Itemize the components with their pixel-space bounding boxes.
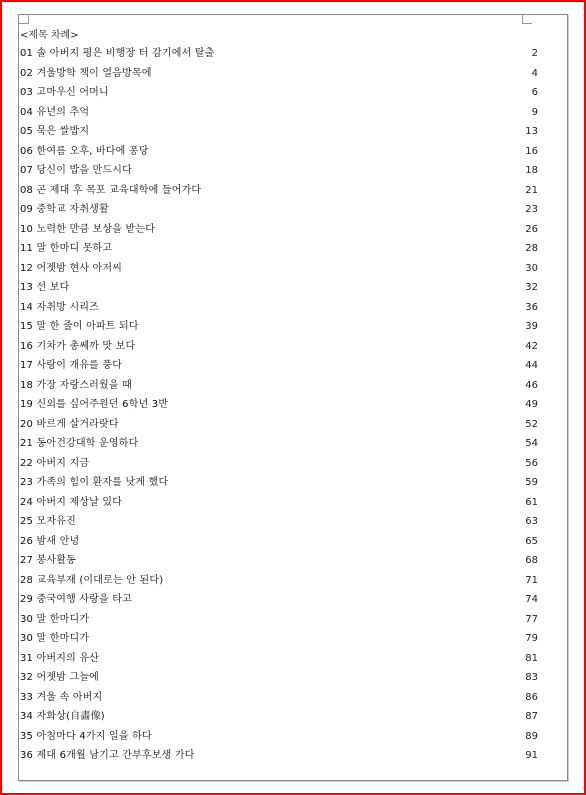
toc-entry-label: 12 어젯밤 현사 아저씨 [20, 262, 123, 274]
toc-entry[interactable] [20, 454, 538, 474]
toc-entry-label: 15 말 한 줄이 아파트 되다 [20, 321, 139, 332]
toc-entry-page-number: 21 [525, 184, 538, 196]
toc-entry[interactable] [20, 356, 538, 376]
crop-mark-top-left [19, 14, 29, 24]
toc-entry-label: 02 겨울방학 책이 얼음방목에 [20, 67, 152, 79]
toc-entry-page-number: 36 [525, 301, 538, 313]
toc-entry-page-number: 44 [525, 360, 538, 371]
toc-entry[interactable] [20, 200, 538, 220]
toc-entry[interactable] [20, 571, 538, 591]
toc-entry-page-number: 68 [525, 555, 538, 566]
toc-entry-label: 30 말 한마디가 [20, 633, 90, 644]
toc-entry[interactable] [20, 610, 538, 630]
toc-entry[interactable] [20, 181, 538, 201]
toc-entry-label: 19 신외를 싶어주원던 6학년 3반 [20, 399, 169, 410]
toc-entry-label: 14 자취방 시리즈 [20, 301, 100, 313]
toc-entry[interactable] [20, 161, 538, 181]
toc-entry-label: 01 솔 아버지 평은 비행장 터 감기에서 탈출 [20, 48, 215, 59]
toc-entry-label: 07 당신이 밥을 만드시다 [20, 165, 133, 176]
toc-entry-page-number: 65 [525, 535, 538, 547]
toc-entry-page-number: 46 [525, 379, 538, 391]
toc-entry-label: 27 봉사활동 [20, 555, 76, 566]
toc-entry-page-number: 77 [525, 613, 538, 625]
toc-entry-label: 10 노력한 만큼 보상을 받는다 [20, 223, 156, 235]
toc-entry-label: 17 사랑이 개유를 풍다 [20, 360, 123, 371]
toc-entry[interactable] [20, 298, 538, 318]
toc-entry[interactable] [20, 83, 538, 103]
toc-entry-label: 25 모자유진 [20, 516, 76, 527]
toc-entry-label: 29 중국여행 사랑을 타고 [20, 594, 133, 605]
toc-entry-label: 33 겨울 속 아버지 [20, 691, 103, 703]
toc-entry-page-number: 74 [525, 594, 538, 605]
toc-entry[interactable] [20, 493, 538, 513]
toc-entry-label: 31 아버지의 유산 [20, 652, 100, 664]
toc-entry-label: 06 한여름 오후, 바다에 퐁당 [20, 145, 149, 157]
toc-entry[interactable] [20, 259, 538, 279]
toc-entry[interactable] [20, 220, 538, 240]
toc-entry-label: 05 묵은 쌀밥지 [20, 126, 90, 137]
toc-entry-label: 22 아버지 지금 [20, 457, 90, 469]
toc-entry-label: 08 곤 제대 후 목포 교육대학에 들어가다 [20, 184, 202, 196]
toc-entry-label: 24 아버지 제상날 있다 [20, 496, 123, 508]
toc-entry-page-number: 13 [525, 126, 538, 137]
toc-entry[interactable] [20, 532, 538, 552]
toc-entry-page-number: 81 [525, 652, 538, 664]
toc-entry[interactable] [20, 142, 538, 162]
toc-entry-page-number: 23 [525, 204, 538, 215]
toc-entry[interactable] [20, 64, 538, 84]
toc-entry-label: 09 중학교 자취생활 [20, 204, 109, 215]
toc-entry[interactable] [20, 473, 538, 493]
toc-entry-label: 32 어젯밤 그늘에 [20, 672, 100, 683]
toc-entry-page-number: 39 [525, 321, 538, 332]
toc-entry[interactable] [20, 337, 538, 357]
toc-entry-label: 30 말 한마디가 [20, 613, 90, 625]
toc-entry-page-number: 89 [525, 730, 538, 742]
toc-entry-label: 21 동아건강대학 운영하다 [20, 438, 139, 449]
toc-entry-label: 36 제대 6개월 남기고 간부후보생 가다 [20, 750, 195, 761]
toc-entry[interactable] [20, 122, 538, 142]
toc-entry-label: 16 기차가 총쎄까 맛 보다 [20, 340, 136, 352]
toc-entry[interactable] [20, 239, 538, 259]
toc-entry-page-number: 4 [531, 67, 538, 79]
toc-entry-page-number: 87 [525, 711, 538, 722]
toc-entry-page-number: 42 [525, 340, 538, 352]
toc-entry[interactable] [20, 278, 538, 298]
toc-entry-page-number: 6 [531, 87, 538, 98]
toc-entry[interactable] [20, 44, 538, 64]
toc-entry-page-number: 2 [531, 48, 538, 59]
toc-entry[interactable] [20, 512, 538, 532]
toc-entry[interactable] [20, 629, 538, 649]
toc-entry-page-number: 32 [525, 282, 538, 293]
toc-entry-page-number: 86 [525, 691, 538, 703]
toc-entry-page-number: 28 [525, 243, 538, 254]
toc-list [20, 44, 538, 766]
crop-mark-top-right [522, 14, 532, 24]
toc-entry[interactable] [20, 434, 538, 454]
toc-entry[interactable] [20, 707, 538, 727]
toc-entry[interactable] [20, 746, 538, 766]
toc-entry[interactable] [20, 590, 538, 610]
toc-entry-page-number: 59 [525, 477, 538, 488]
toc-entry-label: 03 고마우신 어머니 [20, 87, 109, 98]
toc-entry-label: 04 유년의 추억 [20, 106, 90, 118]
toc-entry-label: 18 가장 자랑스러웠을 때 [20, 379, 133, 391]
toc-entry[interactable] [20, 727, 538, 747]
toc-title: <제목 차례> [20, 30, 79, 41]
table-of-contents [20, 27, 538, 766]
toc-entry[interactable] [20, 415, 538, 435]
toc-entry-page-number: 71 [525, 574, 538, 586]
toc-entry-label: 11 말 한마디 못하고 [20, 243, 113, 254]
toc-entry-label: 26 밤새 안녕 [20, 535, 80, 547]
toc-entry-label: 23 가족의 힘이 환자를 낫게 했다 [20, 477, 169, 488]
toc-entry-page-number: 49 [525, 399, 538, 410]
toc-entry[interactable] [20, 688, 538, 708]
toc-entry[interactable] [20, 668, 538, 688]
toc-entry-label: 13 선 보다 [20, 282, 70, 293]
toc-entry-page-number: 26 [525, 223, 538, 235]
toc-entry[interactable] [20, 103, 538, 123]
toc-entry-label: 35 아침마다 4가지 일을 하다 [20, 730, 152, 742]
toc-entry-label: 28 교육부재 (이대로는 안 된다) [20, 574, 164, 586]
toc-entry-page-number: 16 [525, 145, 538, 157]
toc-entry[interactable] [20, 649, 538, 669]
toc-entry-page-number: 63 [525, 516, 538, 527]
toc-entry-page-number: 79 [525, 633, 538, 644]
toc-entry[interactable] [20, 317, 538, 337]
toc-entry-page-number: 61 [525, 496, 538, 508]
toc-entry-page-number: 56 [525, 457, 538, 469]
toc-entry-label: 34 자화상(自畵像) [20, 711, 105, 722]
toc-entry-page-number: 18 [525, 165, 538, 176]
toc-entry-label: 20 바르게 살거라랏다 [20, 418, 119, 430]
toc-entry-page-number: 91 [525, 750, 538, 761]
toc-entry-page-number: 30 [525, 262, 538, 274]
toc-entry-page-number: 52 [525, 418, 538, 430]
toc-entry[interactable] [20, 376, 538, 396]
toc-entry[interactable] [20, 395, 538, 415]
toc-entry-page-number: 9 [531, 106, 538, 118]
toc-entry[interactable] [20, 551, 538, 571]
toc-entry-page-number: 54 [525, 438, 538, 449]
toc-entry-page-number: 83 [525, 672, 538, 683]
